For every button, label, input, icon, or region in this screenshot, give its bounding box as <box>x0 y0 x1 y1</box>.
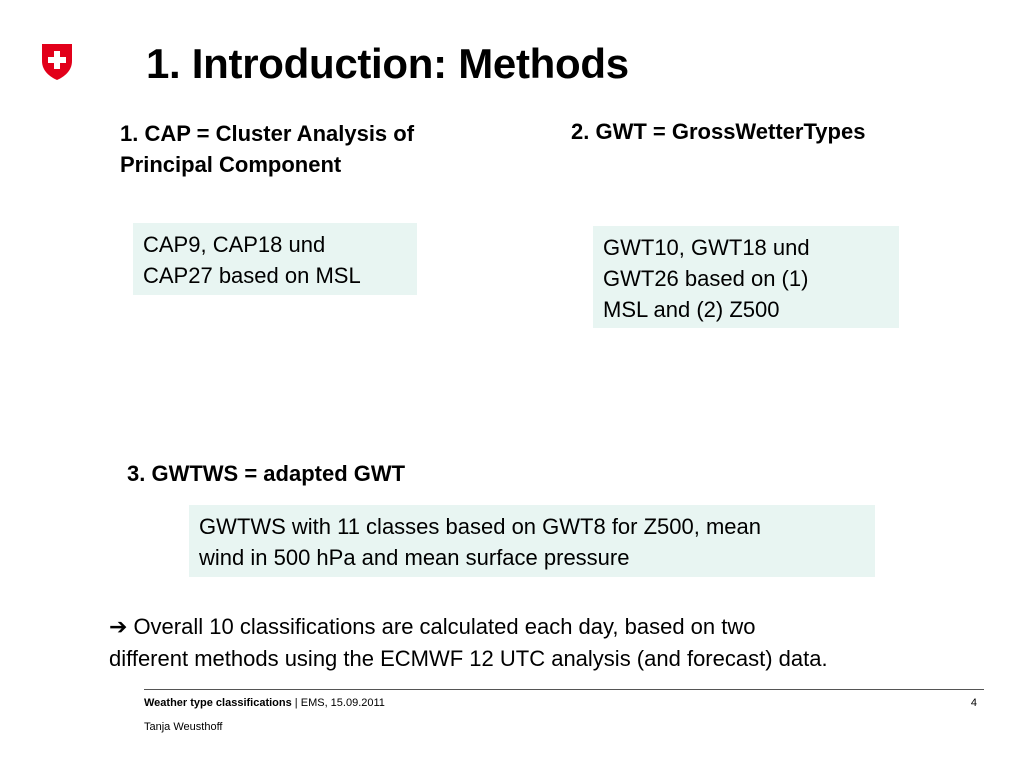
method-gwtws-box-line: GWTWS with 11 classes based on GWT8 for Z500, mean <box>199 514 762 539</box>
method-gwtws-box <box>189 505 875 577</box>
method-gwtws-box-line: wind in 500 hPa and mean surface pressure <box>199 545 630 570</box>
arrow-right-icon: ➔ <box>109 614 128 639</box>
footer-event: EMS, 15.09.2011 <box>300 697 385 709</box>
summary-text <box>109 611 989 675</box>
page-number: 4 <box>970 697 977 709</box>
method-gwt-box-line: GWT26 based on (1) <box>603 266 809 291</box>
summary-line: different methods using the ECMWF 12 UTC analysis (and forecast) data. <box>109 646 828 671</box>
summary-line-text: Overall 10 classifications are calculated each day, based on two <box>133 614 756 639</box>
method-cap-box <box>133 223 417 295</box>
method-cap-heading <box>120 118 500 180</box>
summary-line <box>109 611 989 643</box>
swiss-cross-shield-icon <box>41 43 73 81</box>
footer-separator: | <box>291 697 301 709</box>
footer-info <box>144 696 385 710</box>
footer-author: Tanja Weusthoff <box>144 721 223 733</box>
method-gwt-heading: 2. GWT = GrossWetterTypes <box>571 119 866 144</box>
method-cap-box-line: CAP9, CAP18 und <box>143 232 326 257</box>
method-gwt-box-line: GWT10, GWT18 und <box>603 235 810 260</box>
footer-divider <box>144 689 984 690</box>
method-cap-heading-line: Principal Component <box>120 152 342 177</box>
method-cap-box-line: CAP27 based on MSL <box>143 263 361 288</box>
method-cap-heading-line: 1. CAP = Cluster Analysis of <box>120 121 415 146</box>
method-gwt-box-line: MSL and (2) Z500 <box>603 297 780 322</box>
method-gwtws-heading: 3. GWTWS = adapted GWT <box>127 461 406 486</box>
footer-topic: Weather type classifications <box>144 697 292 709</box>
method-gwt-box <box>593 226 899 328</box>
slide-title: 1. Introduction: Methods <box>146 40 629 87</box>
